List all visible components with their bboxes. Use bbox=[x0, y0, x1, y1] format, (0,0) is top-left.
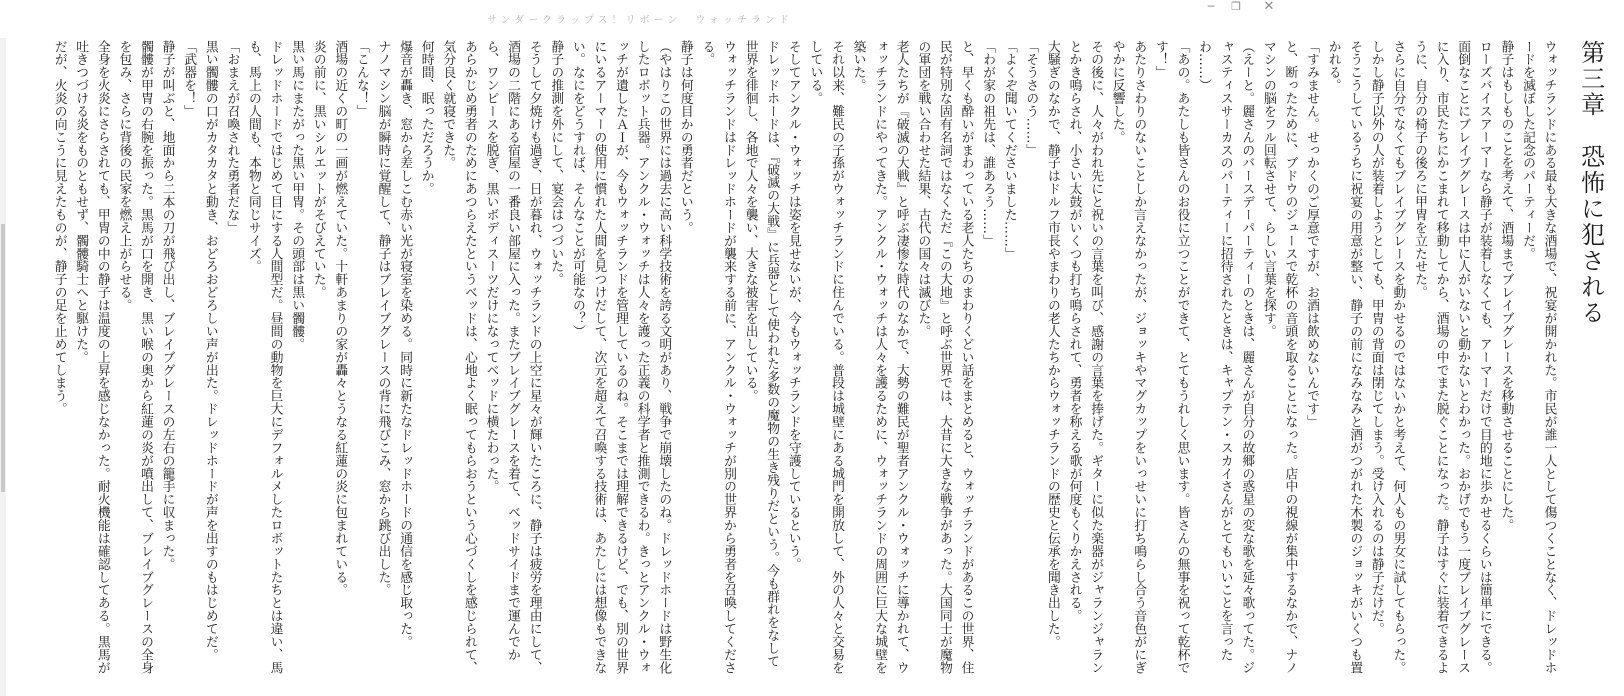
paragraph: 静子は何度目かの勇者だという。 bbox=[677, 40, 693, 235]
paragraph-list bbox=[48, 40, 1560, 680]
scrollbar-track[interactable] bbox=[0, 38, 6, 696]
paragraph: 「あの。あたしも皆さんのお役に立つことができて、とてもうれしく思います。皆さんの無事を祝って乾杯です！」 bbox=[1152, 40, 1190, 675]
reading-pane[interactable] bbox=[48, 40, 1605, 680]
paragraph: ウォッチランドにある最も大きな酒場で、祝宴が開かれた。市民が誰一人として傷つくことなく、ドレッドホードを滅ぼした記念のパーティーだ。 bbox=[1519, 40, 1557, 675]
paragraph: あたりさわりのないことしか言えなかったが、ジョッキやマグカップをいっせいに打ち鳴らし合う音色がにぎやかに反響した。 bbox=[1109, 40, 1147, 675]
paragraph: 「おまえが召喚された勇者だな」 bbox=[224, 40, 240, 235]
paragraph: 酒場の近くの町の一画が燃えていた。十軒あまりの家が轟々とうなる紅蓮の炎に包まれている。 bbox=[332, 40, 348, 597]
paragraph: 大騒ぎのなかで、静子はドルフ市長やまわりの老人たちからウォッチランドの歴史と伝承を聞き出した。 bbox=[1044, 40, 1060, 649]
paragraph: あらかじめ勇者のためにあつらえたというベッドは、心地よく眠ってもらおうという心づくしを感じられて、気分良く就寝できた。 bbox=[440, 40, 477, 675]
paragraph: 「武器を！」 bbox=[181, 40, 197, 118]
paragraph: 「よくぞ聞いてくださいました……」 bbox=[1001, 40, 1017, 260]
paragraph: （やはりこの世界には過去に高い科学技術を誇る文明があり、戦争で崩壊したのね。ドレッドホードは野生化したロボット兵器。アンクル・ウォッチは人々を護った正義の科学者と推測できるわ。きっとアンクル・ウォッチが遺したＡＩが、今もウォッチランドを管理しているのね。そこまでは理解できるけど、でも、別の世界にいるアーマーの使用に慣れた人間を見つけだして、次元を超えて召喚する技術は、あたしには想像もできない。なにをどうすれば、そんなことが可能なの？） bbox=[569, 40, 672, 675]
paragraph: 何時間、眠っただろうか。 bbox=[418, 40, 434, 196]
paragraph: と、断ったために、ブドウのジュースで乾杯の音頭を取ることになった。店中の視線が集中するなかで、ナノマシンの脳をフル回転させて、らしい言葉を探す。 bbox=[1260, 40, 1298, 675]
paragraph: そうして夕焼けも過ぎ、日が暮れ、ウォッチランドの上空に星々が輝いたころに、静子は疲労を理由にして、酒場の二階にある宿屋の一番良い部屋に入った。またブレイブグレースを着て、ベッドサイドまで運んでから、ワンピースを脱ぎ、黒いボディスーツだけになってベッドに横たわった。 bbox=[483, 40, 542, 675]
paragraph: ドレッドホードは、『破滅の大戦』に兵器として使われた多数の魔物の生き残りだという。今も群れをなして世界を徘徊し、各地で人々を襲い、大きな被害を出している。 bbox=[742, 40, 780, 668]
paragraph: それ以来、難民の子孫がウォッチランドに住んでいる。普段は城壁にある城門を開放して、外の人々と交易をしている。 bbox=[807, 40, 844, 675]
paragraph: だが、火炎の向こうに見えたものが、静子の足を止めてしまう。 bbox=[51, 40, 67, 416]
paragraph: ウォッチランドはドレッドホードが襲来する前に、アンクル・ウォッチが別の世界から勇者を召喚してくださる。 bbox=[699, 40, 736, 675]
paragraph: 爆音が轟き、窓から差しこむ赤い光が寝室を染める。同時に新たなドレッドホードの通信を感じ取った。 bbox=[397, 40, 413, 649]
paragraph: そうこうしているうちに祝宴の用意が整い、静子の前になみなみと酒がつがれた木製のジョッキがいくつも置かれる。 bbox=[1325, 40, 1363, 675]
paragraph: 髑髏が甲冑の右腕を振った。黒馬が口を開き、黒い喉の奥から紅蓮の炎が噴出して、ブレイブグレースの全身を包み、さらに背後の民家を燃え上がらせる。 bbox=[116, 40, 153, 675]
paragraph: 静子の推測を外にして、宴会はつづいた。 bbox=[548, 40, 564, 286]
minimize-icon[interactable]: ─ bbox=[1207, 0, 1215, 13]
paragraph: 静子はもしものことを考えて、酒場までブレイブグレースを移動させることにした。 bbox=[1498, 40, 1514, 532]
paragraph: 静子が叫ぶと、地面から二本の刀が飛び出し、ブレイブグレースの左右の籠手に収まった。 bbox=[159, 40, 175, 571]
paragraph: 炎の前に、黒いシルエットがそびえていた。 bbox=[310, 40, 326, 299]
chapter-title: 第三章 恐怖に犯される bbox=[1576, 40, 1605, 326]
paragraph: 黒い髑髏の口がカタカタと動き、おどろおどろしい声が出た。ドレッドホードが声を出すのもはじめてだ。 bbox=[202, 40, 218, 662]
close-icon[interactable]: ✕ bbox=[1263, 0, 1275, 14]
paragraph: 「そうさのう……」 bbox=[1023, 40, 1039, 157]
paragraph: そしてアンクル・ウォッチは姿を見せないが、今もウォッチランドを守護しているという。 bbox=[785, 40, 801, 571]
paragraph: 老人たちが『破滅の大戦』と呼ぶ凄惨な時代のなかで、大勢の難民が聖者アンクル・ウォッチに導かれて、ウォッチランドにやってきた。アンクル・ウォッチは人々を護るために、ウォッチランドの周囲に巨大な城壁を築いた。 bbox=[850, 40, 909, 675]
paragraph: と、早くも酔いがまわっている老人たちのまわりくどい話をまとめると、ウォッチランドがあるこの世界、住民が特別な固有名詞ではなくただ『この大地』と呼ぶ世界では、大昔に大きな戦争があった。大国同士が魔物の軍団を戦い合わせた結果、古代の国々は滅びた。 bbox=[915, 40, 974, 675]
paragraph: 全身を火炎にさらされても、甲冑の中の静子は温度の上昇を感じなかった。耐火機能は確認してある。黒馬が吐きつづける炎をものともせず、髑髏騎士へと駆けた。 bbox=[73, 40, 110, 675]
scrollbar-thumb[interactable] bbox=[1, 224, 5, 492]
title-bar bbox=[0, 0, 1280, 38]
paragraph: その後に、人々がわれ先にと祝いの言葉を叫び、感謝の言葉を捧げた。ギターに似た楽器がジャランジャランとかき鳴らされ、小さい太鼓がいくつも打ち鳴らされて、勇者を称える歌が何度もくりかえされる。 bbox=[1066, 40, 1104, 675]
vertical-text-body bbox=[48, 40, 1624, 680]
paragraph: 面倒なことにブレイブグレースは中に人がいないと動かないとわかった。おかげでもう一度ブレイブグレースに入り、市民たちにかこまれて移動してから、酒場の中でまた脱ぐことになった。静子はすぐに装着できるように、自分の椅子の後ろに甲冑を立たせた。 bbox=[1412, 40, 1471, 675]
paragraph: 「わが家の祖先は、誰あろう……」 bbox=[980, 40, 996, 248]
paragraph: 「すみません。せっかくのご厚意ですが、お酒は飲めないんです」 bbox=[1304, 40, 1320, 429]
paragraph: ナノマシン脳が瞬時に覚醒して、静子はブレイブグレースの背に飛びこみ、窓から跳び出した。 bbox=[375, 40, 391, 597]
restore-icon[interactable]: ❐ bbox=[1231, 0, 1241, 13]
paragraph: ローズバイスアーマーなら静子が装着しなくても、アーマーだけで目的地に歩かせるくらいは簡単にできる。 bbox=[1476, 40, 1492, 675]
paragraph: 「こんな！」 bbox=[353, 40, 369, 118]
paragraph: さらに自分でなくてもブレイブグレースを動かせるのではないかと考えて、何人もの男女に試してもらった。しかし静子以外の人が装着しようとしても、甲冑の背面は閉じてしまう。受け入れるのは静子だけだ。 bbox=[1368, 40, 1406, 675]
paragraph: ドレッドホードではじめて目にする人間型だ。昼間の動物を巨大にデフォルメしたロボットたちとは違い、馬も、馬上の人間も、本物と同じサイズ。 bbox=[245, 40, 283, 675]
window-title: サンダークラップス！リボーン ウォッチランド bbox=[487, 15, 793, 26]
paragraph: （えーと。麗さんのバースデーパーティーのときは、麗さんが自分の故郷の惑星の変な歌を延々歌ってた。ジャスティスサーカスのパーティーに招待されたときは、キャプテン・スカイさんがとてもいいことを言ったわ……） bbox=[1196, 40, 1255, 675]
paragraph: 黒い馬にまたがった黒い甲冑。その頭部は黒い髑髏。 bbox=[289, 40, 305, 351]
